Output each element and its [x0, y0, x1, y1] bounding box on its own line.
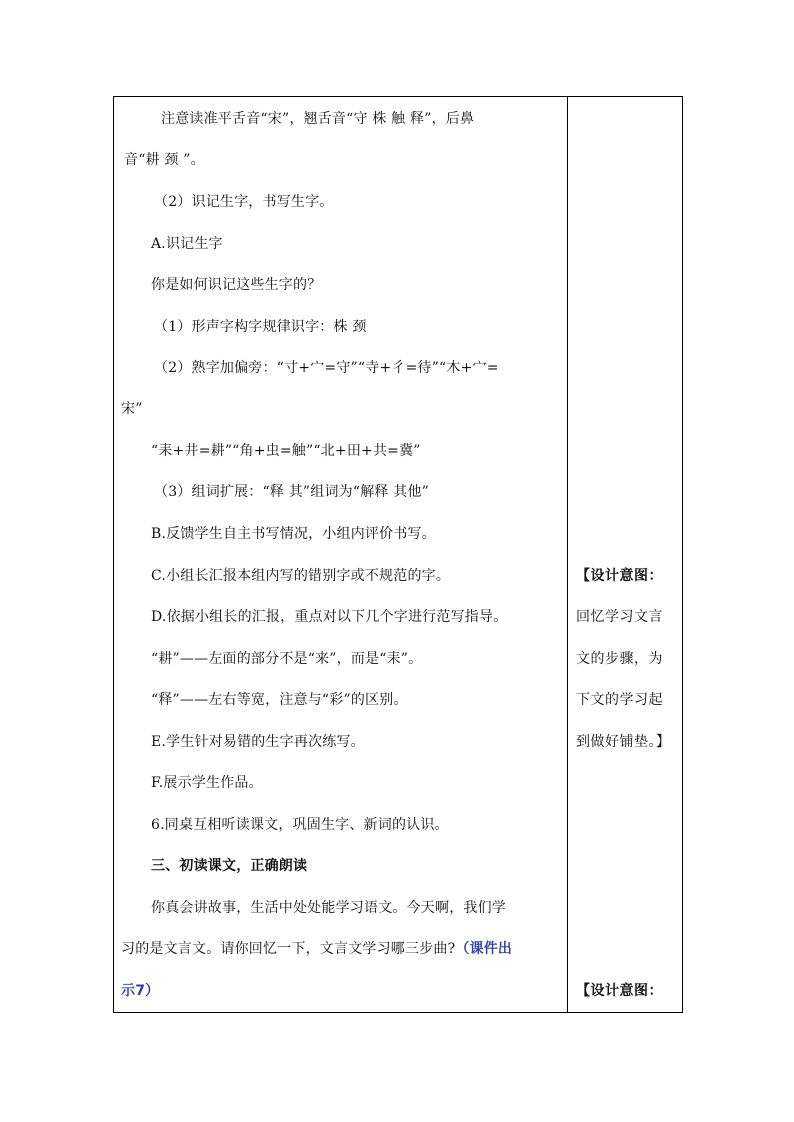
text-line: E.学生针对易错的生字再次练写。: [151, 734, 365, 750]
design-intent-line: 到做好铺垫。】: [576, 734, 671, 750]
section-heading: 三、初读课文，正确朗读: [151, 858, 308, 874]
text-line: （1）形声字构字规律识字：株 颈: [154, 319, 367, 335]
text-line: （3）组词扩展：“释 其”组词为“解释 其他”: [154, 484, 430, 500]
design-intent-line: 下文的学习起: [576, 692, 663, 708]
text-line: （2）识记生字，书写生字。: [154, 194, 334, 210]
lesson-plan-table: [113, 96, 683, 1013]
design-intent-cell: [568, 97, 682, 1012]
design-intent-heading: 【设计意图：: [576, 568, 663, 584]
text-line: D.依据小组长的汇报，重点对以下几个字进行范写指导。: [151, 609, 508, 625]
text-line: （2）熟字加偏旁：“寸+宀=守”“寺+彳=待”“木+宀=: [154, 360, 499, 376]
text-line: C.小组长汇报本组内写的错别字或不规范的字。: [151, 568, 451, 584]
text-line: 6.同桌互相听读课文，巩固生字、新词的认识。: [151, 817, 449, 833]
design-intent-line: 文的步骤，为: [576, 651, 663, 667]
teaching-process-cell: [114, 97, 568, 1012]
text-line: [121, 939, 512, 959]
design-intent-heading: 【设计意图：: [576, 983, 663, 999]
text-line: 你是如何识记这些生字的？: [151, 277, 322, 293]
text-line: F.展示学生作品。: [151, 775, 263, 791]
text-line: “耒+井=耕”“角+虫=触”“北+田+共=冀”: [151, 443, 421, 459]
text-line: 宋”: [121, 401, 143, 417]
text-line: 音“耕 颈 ”。: [124, 152, 205, 168]
text-line: B.反馈学生自主书写情况，小组内评价书写。: [151, 526, 436, 542]
text-line: “耕”——左面的部分不是“来”，而是“耒”。: [151, 651, 423, 667]
design-intent-line: 回忆学习文言: [576, 609, 663, 625]
text-line: 注意读准平舌音“宋”，翘舌音“守 株 触 释”，后鼻: [161, 111, 475, 127]
courseware-note: （课件出: [455, 941, 513, 957]
courseware-note: 示7）: [121, 983, 160, 999]
text-line: A.识记生字: [151, 236, 223, 252]
text-line: “释”——左右等宽，注意与“彩”的区别。: [151, 692, 408, 708]
text-segment: 习的是文言文。请你回忆一下，文言文学习哪三步曲?: [121, 941, 456, 957]
text-line: 你真会讲故事，生活中处处能学习语文。今天啊，我们学: [151, 900, 506, 916]
